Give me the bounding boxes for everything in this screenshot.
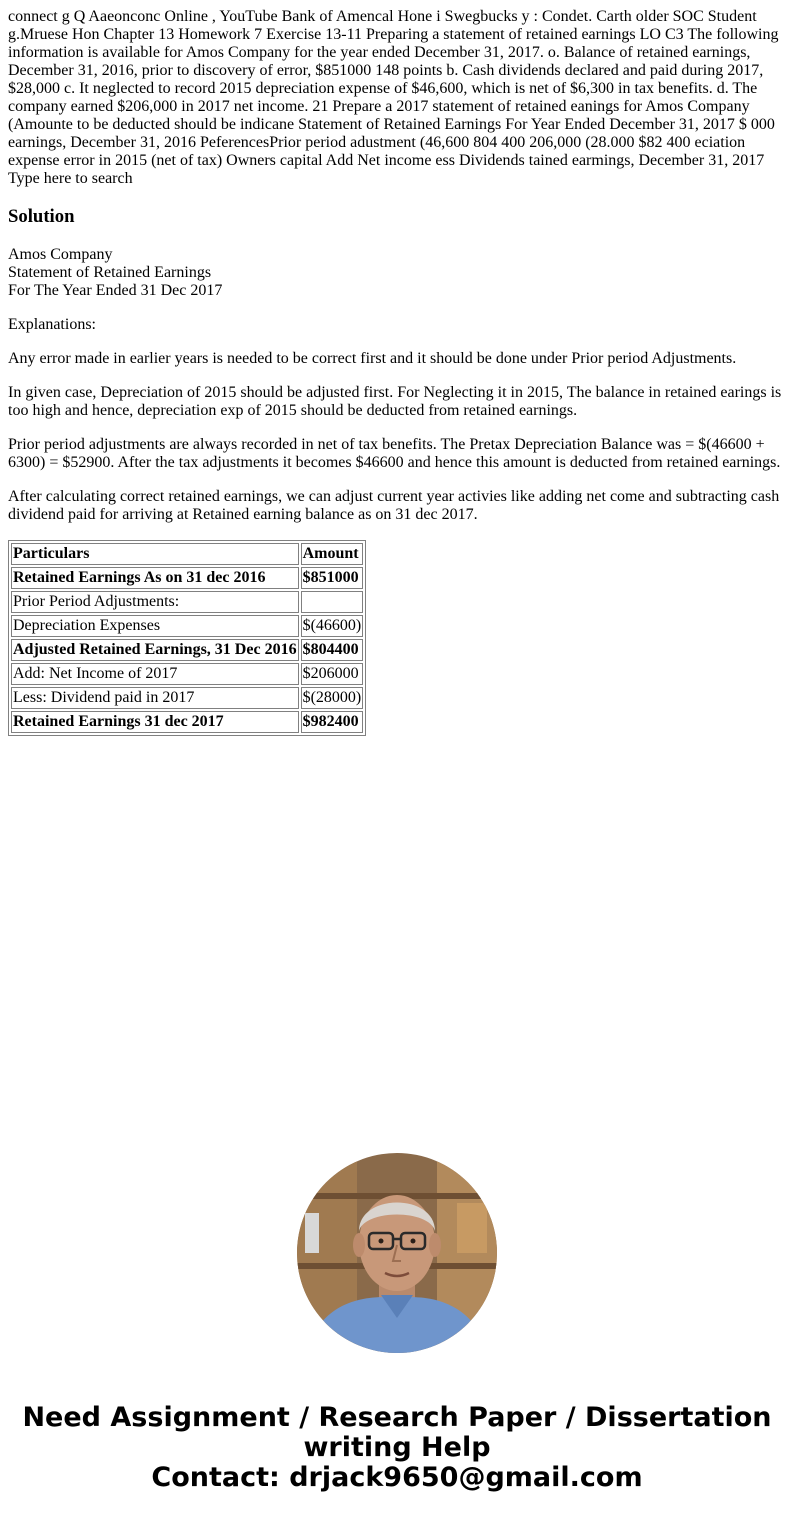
promo-line: writing Help (303, 1432, 491, 1463)
table-row (11, 567, 363, 589)
statement-title: Statement of Retained Earnings (8, 264, 212, 281)
table-cell-particulars: Adjusted Retained Earnings, 31 Dec 2016 (11, 639, 299, 661)
table-row (11, 711, 363, 733)
table-cell-amount (301, 591, 364, 613)
table-header-cell: Amount (301, 543, 364, 565)
table-cell-particulars: Retained Earnings As on 31 dec 2016 (11, 567, 299, 589)
table-cell-amount: $804400 (301, 639, 364, 661)
table-cell-particulars: Retained Earnings 31 dec 2017 (11, 711, 299, 733)
statement-period: For The Year Ended 31 Dec 2017 (8, 282, 223, 299)
tutor-avatar (297, 1153, 497, 1353)
table-header-row (11, 543, 363, 565)
retained-earnings-table (8, 540, 366, 736)
table-row (11, 615, 363, 637)
explanations-label: Explanations: (8, 316, 96, 333)
table-header-cell: Particulars (11, 543, 299, 565)
explanation-paragraph: In given case, Depreciation of 2015 should be adjusted first. For Neglecting it in 2015, The balance in retained earings is too high and hence, depreciation exp of 2015 should be deducted from retained earnings. (8, 384, 782, 419)
company-name: Amos Company (8, 246, 113, 263)
table-cell-particulars: Depreciation Expenses (11, 615, 299, 637)
promo-banner (0, 1403, 794, 1493)
question-text: connect g Q Aaeonconc Online , YouTube Bank of Amencal Hone i Swegbucks y : Condet. Carth older SOC Student g.Mruese Hon Chapter 13 Homework 7 Exercise 13-11 Preparing a statement of retained earnings LO C3 The following information is available for Amos Company for the year ended December 31, 2017. o. Balance of retained earnings, December 31, 2016, prior to discovery of error, $851000 148 points b. Cash dividends declared and paid during 2017, $28,000 c. It neglected to record 2015 depreciation expense of $46,600, which is net of $6,300 in tax benefits. d. The company earned $206,000 in 2017 net income. 21 Prepare a 2017 statement of retained eanings for Amos Company (Amounte to be deducted should be indicane Statement of Retained Earnings For Year Ended December 31, 2017 $ 000 earnings, December 31, 2016 PeferencesPrior period adustment (46,600 804 400 206,000 (28.000 $82 400 eciation expense error in 2015 (net of tax) Owners capital Add Net income ess Dividends tained earmings, December 31, 2017 Type here to search (8, 8, 779, 187)
solution-heading: Solution (8, 206, 75, 227)
table-row (11, 639, 363, 661)
table-cell-particulars: Less: Dividend paid in 2017 (11, 687, 299, 709)
page-content (8, 8, 786, 736)
statement-header (8, 246, 786, 300)
explanation-paragraph: Prior period adjustments are always recorded in net of tax benefits. The Pretax Depreciation Balance was = $(46600 + 6300) = $52900. After the tax adjustments it becomes $46600 and hence this amount is deducted from retained earnings. (8, 436, 781, 471)
table-cell-amount: $851000 (301, 567, 364, 589)
table-cell-amount: $(28000) (301, 687, 364, 709)
explanation-paragraph: Any error made in earlier years is needed to be correct first and it should be done under Prior period Adjustments. (8, 350, 737, 367)
table-cell-particulars: Prior Period Adjustments: (11, 591, 299, 613)
table-cell-amount: $206000 (301, 663, 364, 685)
table-cell-amount: $982400 (301, 711, 364, 733)
table-row (11, 663, 363, 685)
table-row (11, 687, 363, 709)
promo-line: Need Assignment / Research Paper / Dissertation (22, 1402, 772, 1433)
promo-contact: Contact: drjack9650@gmail.com (151, 1462, 643, 1493)
table-row (11, 591, 363, 613)
explanation-paragraph: After calculating correct retained earnings, we can adjust current year activies like adding net come and subtracting cash dividend paid for arriving at Retained earning balance as on 31 dec 2017. (8, 488, 780, 523)
table-cell-amount: $(46600) (301, 615, 364, 637)
table-cell-particulars: Add: Net Income of 2017 (11, 663, 299, 685)
